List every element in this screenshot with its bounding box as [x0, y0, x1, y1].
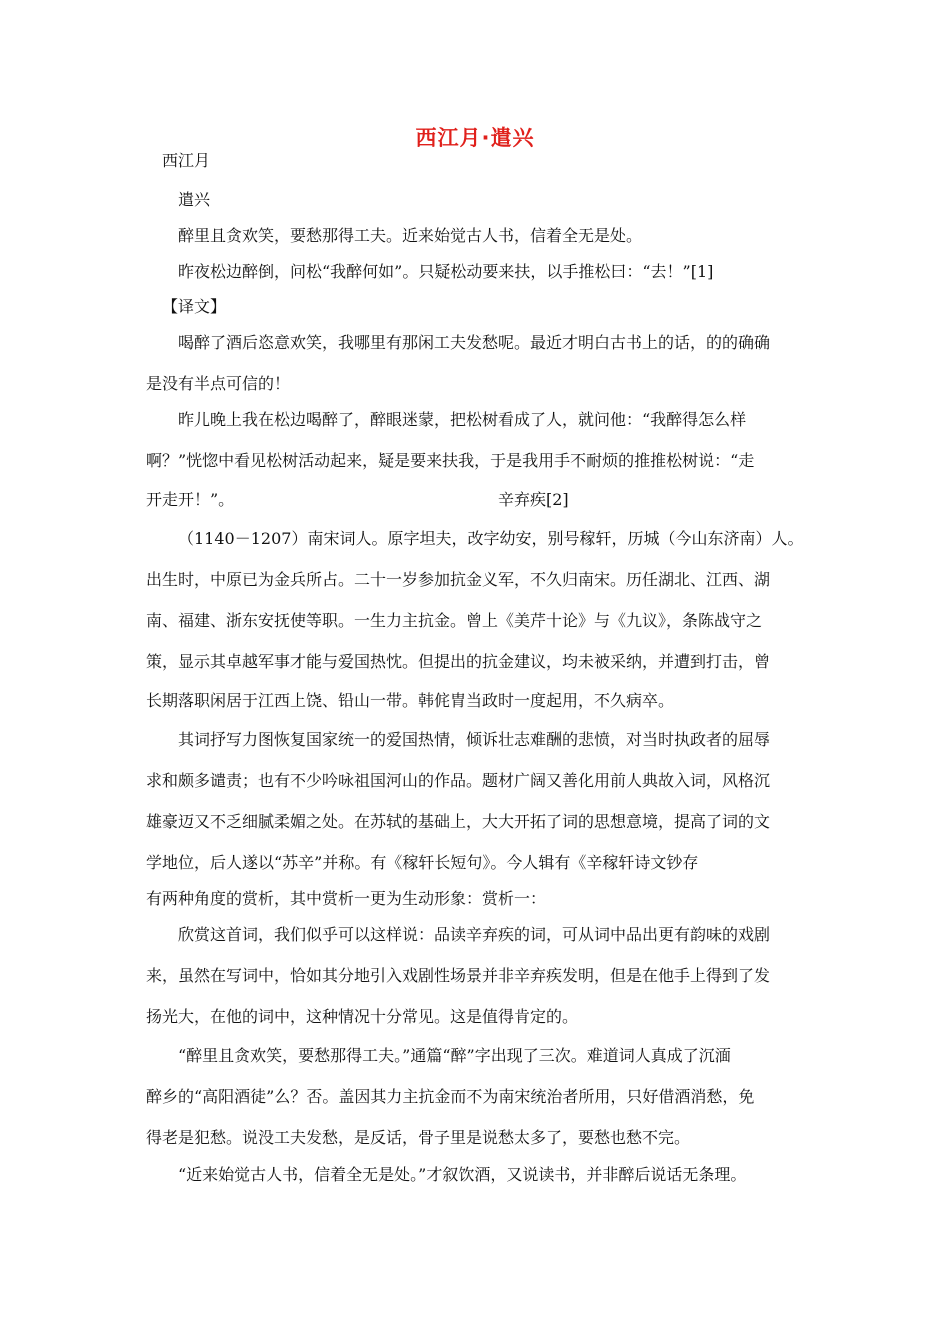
text-line: 喝醉了酒后恣意欢笑，我哪里有那闲工夫发愁呢。最近才明白古书上的话，的的确确 — [178, 333, 771, 352]
text-line: 昨儿晚上我在松边喝醉了，醉眼迷蒙，把松树看成了人，就问他：“我醉得怎么样 — [178, 410, 747, 429]
text-line: 来，虽然在写词中，恰如其分地引入戏剧性场景并非辛弃疾发明，但是在他手上得到了发 — [146, 966, 771, 985]
text-line: 是没有半点可信的！ — [146, 374, 291, 393]
text-line: 欣赏这首词，我们似乎可以这样说：品读辛弃疾的词，可从词中品出更有韵味的戏剧 — [178, 925, 771, 944]
text-line: 西江月 — [162, 151, 211, 170]
text-line: （1140－1207）南宋词人。原字坦夫，改字幼安，别号稼轩，历城（今山东济南）人。 — [178, 529, 804, 548]
text-line: 南、福建、浙东安抚使等职。一生力主抗金。曾上《美芹十论》与《九议》，条陈战守之 — [146, 611, 763, 630]
text-line: 醉乡的“高阳酒徒”么？否。盖因其力主抗金而不为南宋统治者所用，只好借酒消愁，免 — [146, 1087, 755, 1106]
text-line: 扬光大，在他的词中，这种情况十分常见。这是值得肯定的。 — [146, 1007, 579, 1026]
text-line: 【译文】 — [162, 297, 227, 316]
text-line: 其词抒写力图恢复国家统一的爱国热情，倾诉壮志难酬的悲愤，对当时执政者的屈辱 — [178, 730, 771, 749]
text-line: “醉里且贪欢笑，要愁那得工夫。”通篇“醉”字出现了三次。难道词人真成了沉湎 — [178, 1046, 731, 1065]
author-name: 辛弃疾[2] — [498, 490, 569, 509]
text-line: 开走开！”。 — [146, 490, 235, 509]
text-line: 啊？”恍惚中看见松树活动起来，疑是要来扶我，于是我用手不耐烦的推推松树说：“走 — [146, 451, 755, 470]
text-line: 策，显示其卓越军事才能与爱国热忱。但提出的抗金建议，均未被采纳，并遭到打击，曾 — [146, 652, 771, 671]
text-line: 出生时，中原已为金兵所占。二十一岁参加抗金义军，不久归南宋。历任湖北、江西、湖 — [146, 570, 771, 589]
text-line: 得老是犯愁。说没工夫发愁，是反话，骨子里是说愁太多了，要愁也愁不完。 — [146, 1128, 691, 1147]
document-title: 西江月·遣兴 — [415, 126, 535, 150]
text-line: 雄豪迈又不乏细腻柔媚之处。在苏轼的基础上，大大开拓了词的思想意境，提高了词的文 — [146, 812, 771, 831]
text-line: 遣兴 — [178, 190, 211, 209]
text-line: 求和颇多谴责；也有不少吟咏祖国河山的作品。题材广阔又善化用前人典故入词，风格沉 — [146, 771, 771, 790]
text-line: 长期落职闲居于江西上饶、铅山一带。韩侂胄当政时一度起用，不久病卒。 — [146, 691, 675, 710]
text-line: 醉里且贪欢笑，要愁那得工夫。近来始觉古人书，信着全无是处。 — [178, 226, 643, 245]
text-line: 学地位，后人遂以“苏辛”并称。有《稼轩长短句》。今人辑有《辛稼轩诗文钞存 — [146, 853, 699, 872]
text-line: 有两种角度的赏析，其中赏析一更为生动形象：赏析一： — [146, 889, 547, 908]
text-line: 昨夜松边醉倒，问松“我醉何如”。只疑松动要来扶，以手推松曰：“去！”[1] — [178, 262, 714, 281]
text-line: “近来始觉古人书，信着全无是处。”才叙饮酒，又说读书，并非醉后说话无条理。 — [178, 1165, 747, 1184]
